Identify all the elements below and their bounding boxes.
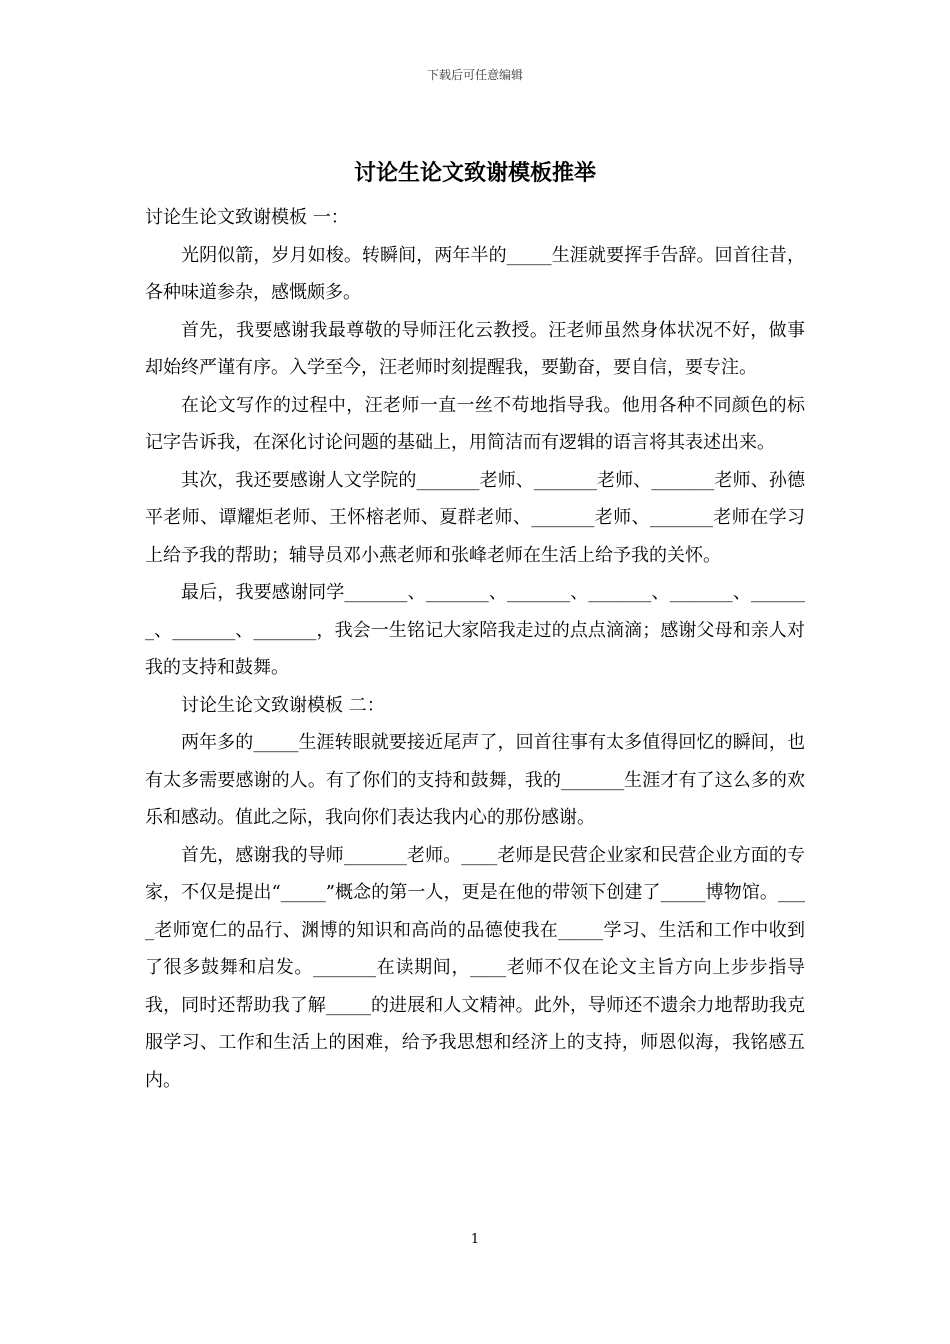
paragraph: 其次，我还要感谢人文学院的_______老师、_______老师、_______老师、孙德平老师、谭耀炬老师、王怀榕老师、夏群老师、_______老师、_______老师在学习上给予我的帮助；辅导员邓小燕老师和张峰老师在生活上给予我的关怀。 <box>145 469 805 566</box>
section-heading: 讨论生论文致谢模板 二： <box>181 694 385 716</box>
paragraph: 在论文写作的过程中，汪老师一直一丝不苟地指导我。他用各种不同颜色的标记字告诉我，在深化讨论问题的基础上，用简洁而有逻辑的语言将其表述出来。 <box>145 394 805 453</box>
paragraph: 两年多的_____生涯转眼就要接近尾声了，回首往事有太多值得回忆的瞬间，也有太多需要感谢的人。有了你们的支持和鼓舞，我的_______生涯才有了这么多的欢乐和感动。值此之际，我向你们表达我内心的那份感谢。 <box>145 732 805 828</box>
paragraph: 首先，我要感谢我最尊敬的导师汪化云教授。汪老师虽然身体状况不好，做事却始终严谨有序。入学至今，汪老师时刻提醒我，要勤奋，要自信，要专注。 <box>145 319 805 378</box>
document-title: 讨论生论文致谢模板推举 <box>353 160 596 186</box>
paragraph: 首先，感谢我的导师_______老师。____老师是民营企业家和民营企业方面的专家，不仅是提出“_____”概念的第一人，更是在他的带领下创建了_____博物馆。____老师宽仁的品行、渊博的知识和高尚的品德使我在_____学习、生活和工作中收到了很多鼓舞和启发。_______在读期间，____老师不仅在论文主旨方向上步步指导我，同时还帮助我了解_____的进展和人文精神。此外，导师还不遗余力地帮助我克服学习、工作和生活上的困难，给予我思想和经济上的支持，师恩似海，我铭感五内。 <box>145 844 805 1091</box>
paragraph: 光阴似箭，岁月如梭。转瞬间，两年半的_____生涯就要挥手告辞。回首往昔，各种味道参杂，感慨颇多。 <box>145 244 805 303</box>
paragraph: 最后，我要感谢同学_______、_______、_______、_______、_______、_______、_______、_______，我会一生铭记大家陪我走过的点点滴滴；感谢父母和亲人对我的支持和鼓舞。 <box>145 582 805 678</box>
document-body <box>145 199 805 1099</box>
page-number: 1 <box>470 1232 480 1247</box>
paragraph: 讨论生论文致谢模板 一： <box>145 207 349 228</box>
page-header: 下载后可任意编辑 <box>426 68 523 82</box>
